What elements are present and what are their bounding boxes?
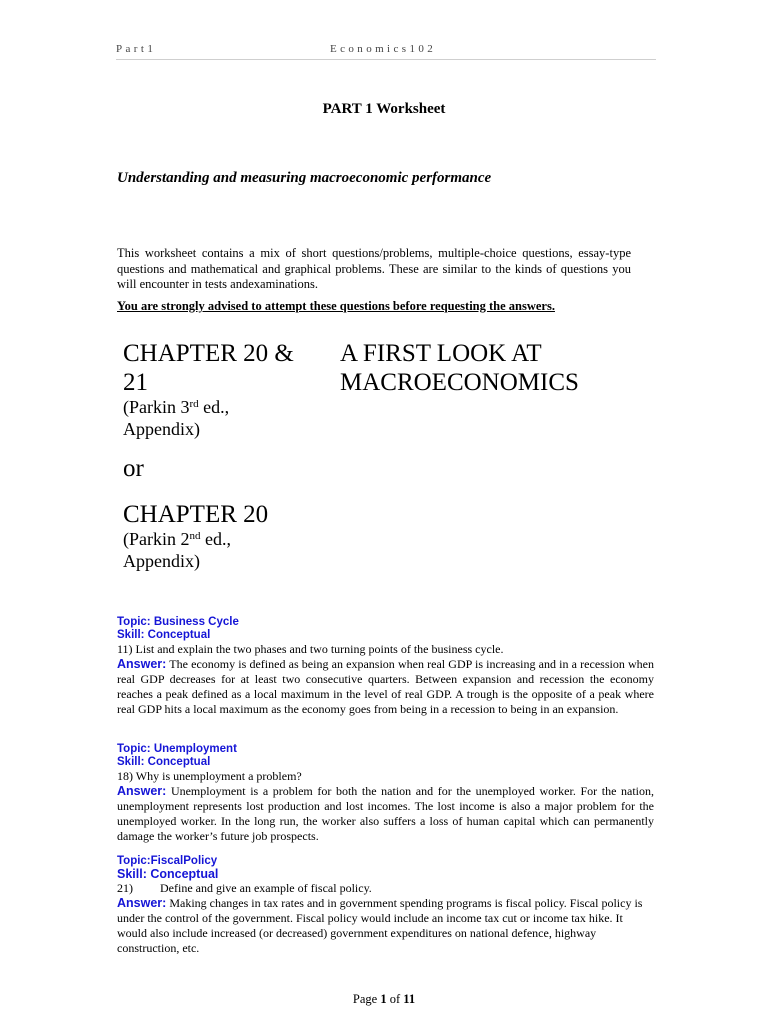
page-prefix: Page (352, 992, 381, 1006)
topic-label: Topic: Unemployment (117, 743, 237, 755)
section-heading-line2: MACROECONOMICS (340, 369, 579, 396)
total-pages: 11 (403, 992, 416, 1006)
question-text: 18) Why is unemployment a problem? (117, 769, 302, 783)
answer-label: Answer: (117, 657, 167, 671)
answer-body: Unemployment is a problem for both the nation and for the unemployed worker. For the nation, unemployment represents lost production and lost incomes. The lost income is also a major problem for the unemployed worker. In the long run, the worker also suffers a loss of human capital which can permanently damage the worker’s future job prospects. (117, 784, 654, 843)
skill-label: Skill: Conceptual (117, 867, 219, 881)
answer-label: Answer: (117, 784, 167, 798)
header-course: Economics102 (330, 43, 437, 55)
question-text: 11) List and explain the two phases and two turning points of the business cycle. (117, 642, 504, 656)
edition-ordinal: rd (189, 398, 199, 410)
page-number (0, 992, 768, 1007)
chapter-appendix-second: Appendix) (123, 551, 200, 571)
chapter-heading-first-line2: 21 (123, 369, 148, 396)
answer-text (117, 896, 654, 956)
page-title: PART 1 Worksheet (322, 101, 446, 117)
edition-prefix: (Parkin 3 (123, 397, 190, 417)
or-separator: or (123, 455, 144, 482)
topic-label: Topic: Business Cycle (117, 616, 239, 628)
section-heading (340, 339, 579, 397)
chapter-edition-second (123, 528, 231, 550)
page-of: of (386, 992, 404, 1006)
answer-body: Making changes in tax rates and in government spending programs is fiscal policy. Fiscal policy is under the control of the government. Fiscal policy would include an income tax cut or income tax hike. It would also include increased (or decreased) government expenditures on national defence, highway construction, etc. (117, 896, 643, 955)
edition-prefix: (Parkin 2 (123, 529, 190, 549)
intro-paragraph: This worksheet contains a mix of short questions/problems, multiple-choice questions, essay-type questions and mathematical and graphical problems. These are similar to the kinds of questions you will encounter in tests andexaminations. (117, 246, 631, 291)
edition-suffix: ed., (198, 397, 230, 417)
question-block (117, 743, 654, 844)
answer-text (117, 657, 654, 717)
header-divider (116, 59, 656, 60)
edition-ordinal: nd (189, 530, 201, 542)
skill-label: Skill: Conceptual (117, 629, 211, 641)
answer-text (117, 784, 654, 844)
question-text: 21) Define and give an example of fiscal policy. (117, 881, 372, 895)
topic-label: Topic:FiscalPolicy (117, 855, 218, 867)
advice-note: You are strongly advised to attempt these questions before requesting the answers. (117, 299, 555, 313)
question-block (117, 855, 654, 956)
section-heading-line1: A FIRST LOOK AT (340, 340, 542, 367)
chapter-heading-first-line1: CHAPTER 20 & (123, 340, 294, 367)
header-part: Part1 (116, 43, 157, 55)
question-block (117, 616, 654, 717)
skill-label: Skill: Conceptual (117, 756, 211, 768)
chapter-edition-first (123, 396, 229, 418)
page-subtitle: Understanding and measuring macroeconomic performance (117, 170, 492, 186)
current-page: 1 (380, 992, 387, 1006)
answer-label: Answer: (117, 896, 167, 910)
chapter-appendix-first: Appendix) (123, 419, 200, 439)
answer-body: The economy is defined as being an expansion when real GDP is increasing and in a recession when real GDP decreases for at least two consecutive quarters. Between expansion and recession the economy reaches a peak defined as a local maximum in the level of real GDP. A trough is the opposite of a peak where real GDP hits a local maximum as the economy goes from being in a recession to being in an expansion. (117, 657, 654, 716)
edition-suffix: ed., (200, 529, 231, 549)
chapter-heading-second: CHAPTER 20 (123, 501, 269, 528)
